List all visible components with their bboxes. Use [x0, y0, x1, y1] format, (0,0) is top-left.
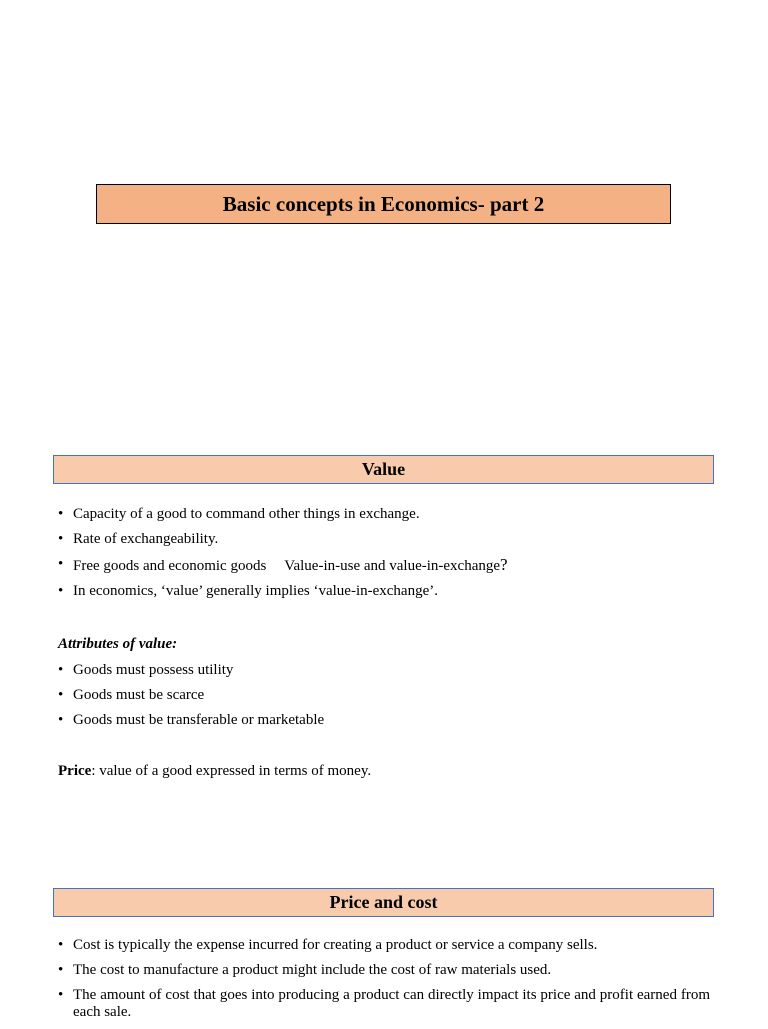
list-item: • Goods must possess utility [58, 662, 710, 679]
value-bullet-list [58, 506, 710, 608]
list-item: • Goods must be transferable or marketable [58, 712, 710, 729]
goods-left-text: Free goods and economic goods [73, 558, 267, 574]
section-heading-value: Value [53, 455, 714, 484]
attributes-heading: Attributes of value: [58, 636, 178, 652]
price-cost-bullet-list [58, 937, 710, 1029]
list-item: • Capacity of a good to command other things in exchange. [58, 506, 710, 523]
list-item: • Goods must be scarce [58, 687, 710, 704]
section-heading-price-and-cost: Price and cost [53, 888, 714, 917]
list-item: • The cost to manufacture a product might include the cost of raw materials used. [58, 962, 710, 979]
attributes-bullet-list [58, 662, 710, 737]
list-item: • Cost is typically the expense incurred for creating a product or service a company sells. [58, 937, 710, 954]
list-item: • Rate of exchangeability. [58, 531, 710, 548]
price-term: Price [58, 763, 92, 779]
list-item [58, 556, 710, 575]
price-definition [58, 763, 371, 780]
price-definition-text: : value of a good expressed in terms of money. [91, 763, 372, 779]
list-item: • The amount of cost that goes into producing a product can directly impact its price and profit earned from each sale. [58, 987, 710, 1021]
list-item: • In economics, ‘value’ generally implies ‘value-in-exchange’. [58, 583, 710, 600]
goods-right-text: Value-in-use and value-in-exchange [284, 558, 501, 574]
page-title: Basic concepts in Economics- part 2 [96, 184, 671, 224]
question-mark: ? [500, 555, 508, 574]
